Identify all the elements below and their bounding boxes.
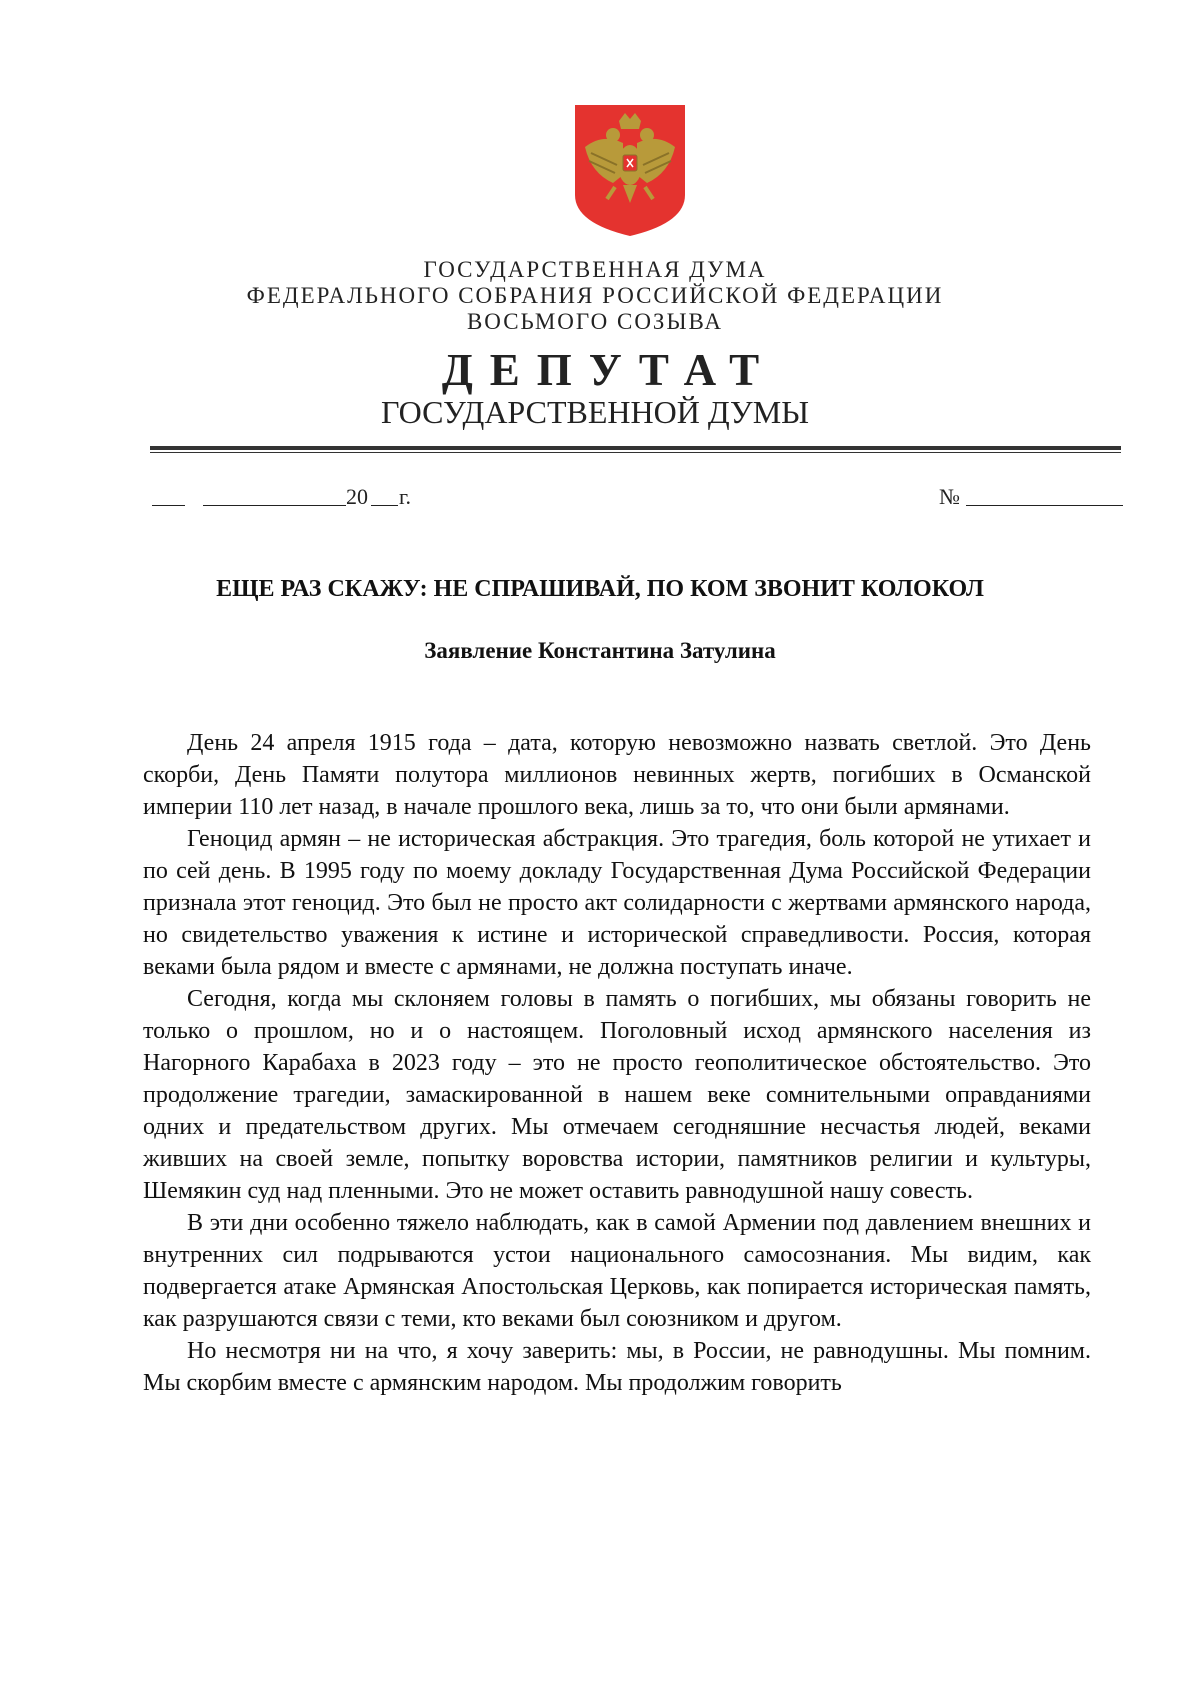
date-year-blank	[371, 505, 398, 506]
coat-of-arms-emblem	[573, 103, 687, 238]
letterhead-duma: ГОСУДАРСТВЕННОЙ ДУМЫ	[380, 394, 810, 430]
letterhead-state-duma: ГОСУДАРСТВЕННАЯ ДУМА	[423, 257, 767, 282]
date-day-blank	[152, 505, 185, 506]
letterhead-convocation: ВОСЬМОГО СОЗЫВА	[466, 309, 724, 334]
statement-subtitle: Заявление Константина Затулина	[424, 638, 776, 663]
letterhead-rule-thick	[150, 446, 1121, 450]
letterhead-deputat: ДЕПУТАТ	[441, 345, 777, 395]
statement-body	[143, 727, 1091, 1399]
date-year-suffix: г.	[399, 484, 412, 509]
date-year-prefix: 20	[346, 484, 368, 509]
number-blank	[966, 505, 1123, 506]
date-month-blank	[203, 505, 346, 506]
letterhead-federal-assembly: ФЕДЕРАЛЬНОГО СОБРАНИЯ РОССИЙСКОЙ ФЕДЕРАЦИИ	[246, 283, 944, 308]
body-paragraph: Геноцид армян – не историческая абстракция. Это трагедия, боль которой не утихает и по сей день. В 1995 году по моему докладу Государственная Дума Российской Федерации признала этот геноцид. Это был не просто акт солидарности с жертвами армянского народа, но свидетельство уважения к истине и исторической справедливости. Россия, которая веками была рядом и вместе с армянами, не должна поступать иначе.	[143, 826, 1091, 980]
number-label: №	[939, 484, 960, 509]
letterhead-rule-thin	[150, 452, 1121, 453]
body-paragraph: День 24 апреля 1915 года – дата, которую невозможно назвать светлой. Это День скорби, День Памяти полутора миллионов невинных жертв, погибших в Османской империи 110 лет назад, в начале прошлого века, лишь за то, что они были армянами.	[143, 730, 1091, 820]
body-paragraph: Но несмотря ни на что, я хочу заверить: мы, в России, не равнодушны. Мы помним. Мы скорбим вместе с армянским народом. Мы продолжим говорить	[143, 1338, 1091, 1396]
body-paragraph: Сегодня, когда мы склоняем головы в память о погибших, мы обязаны говорить не только о прошлом, но и о настоящем. Поголовный исход армянского населения из Нагорного Карабаха в 2023 году – это не просто геополитическое обстоятельство. Это продолжение трагедии, замаскированной в нашем веке сомнительными оправданиями одних и предательством других. Мы отмечаем сегодняшние несчастья людей, веками живших на своей земле, попытку воровства истории, памятников религии и культуры, Шемякин суд над пленными. Это не может оставить равнодушной нашу совесть.	[143, 986, 1091, 1204]
body-paragraph: В эти дни особенно тяжело наблюдать, как в самой Армении под давлением внешних и внутренних сил подрываются устои национального самосознания. Мы видим, как подвергается атаке Армянская Апостольская Церковь, как попирается историческая память, как разрушаются связи с теми, кто веками был союзником и другом.	[143, 1210, 1091, 1332]
statement-title: ЕЩЕ РАЗ СКАЖУ: НЕ СПРАШИВАЙ, ПО КОМ ЗВОНИТ КОЛОКОЛ	[216, 576, 984, 602]
